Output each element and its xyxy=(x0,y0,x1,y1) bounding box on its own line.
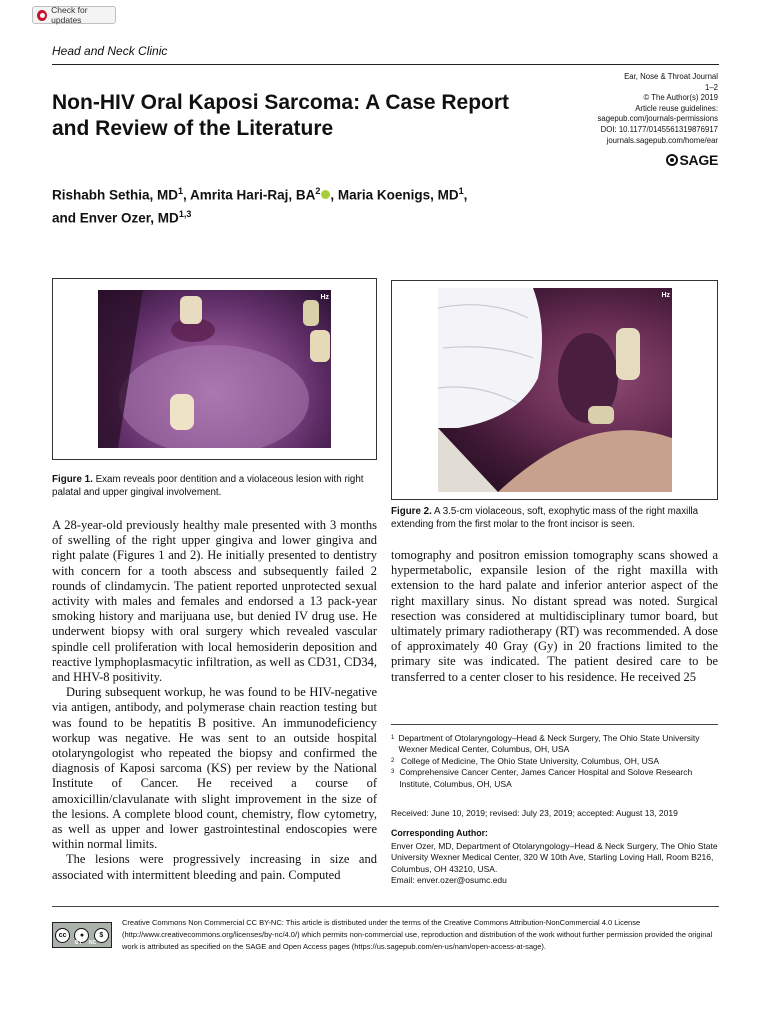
affiliations xyxy=(391,733,721,790)
figure-1-caption-text: Exam reveals poor dentition and a violaceous lesion with right palatal and upper gingival involvement. xyxy=(52,474,364,498)
author-name: Rishabh Sethia, MD xyxy=(52,187,179,203)
figure-2-frame xyxy=(391,280,718,500)
affiliation-text: College of Medicine, The Ohio State University, Columbus, OH, USA xyxy=(401,755,660,766)
hz-tag: Hz xyxy=(661,292,670,299)
body-paragraph: The lesions were progressively increasing in size and associated with intermittent bleeding and pain. Computed xyxy=(52,852,377,882)
corresponding-author-heading: Corresponding Author: xyxy=(391,828,488,838)
author-affiliation-marker: 1 xyxy=(458,186,464,196)
author-affiliation-marker: 2 xyxy=(315,186,321,196)
figure-1-label: Figure 1. xyxy=(52,474,93,485)
author-name: Amrita Hari-Raj, BA xyxy=(190,187,316,203)
author-name: Enver Ozer, MD xyxy=(79,210,179,225)
figure-1-photo xyxy=(98,290,331,448)
affiliation-item xyxy=(391,756,721,767)
journal-home-link[interactable]: journals.sagepub.com/home/ear xyxy=(606,135,718,145)
cc-badge-labels xyxy=(75,940,96,946)
affiliation-number: 3 xyxy=(391,769,395,776)
journal-name: Ear, Nose & Throat Journal xyxy=(624,72,718,81)
received-dates: Received: June 10, 2019; revised: July 23, 2019; accepted: August 13, 2019 xyxy=(391,808,678,818)
crossmark-icon xyxy=(37,10,47,21)
affiliation-text: Department of Otolaryngology–Head & Neck Surgery, The Ohio State University Wexner Medical Center, Columbus, OH, USA xyxy=(398,733,700,755)
body-paragraph: A 28-year-old previously healthy male presented with 3 months of swelling of the right upper gingiva and lower gingiva and right palate (Figures 1 and 2). He initially presented to dentistry with concern for a tooth abscess and subsequently failed 2 rounds of clindamycin. The patient reported unprotected sexual activity with males and females and endorsed a 13 pack-year smoking history and marijuana use, but denied IV drug use. He underwent biopsy with oral surgery which revealed vascular spindle cell proliferation with local hemosiderin deposition and reactive lymphoplasmacytic infiltration, as well as CD31, CD34, and HHV-8 positivity. xyxy=(52,518,377,685)
affiliation-number: 2 xyxy=(391,757,395,764)
author-affiliation-marker: 1,3 xyxy=(178,208,192,219)
noncommercial-icon: $ xyxy=(94,928,109,943)
author-name: Maria Koenigs, MD xyxy=(337,187,459,203)
nc-label: NC xyxy=(88,940,97,946)
check-for-updates-label: Check for updates xyxy=(51,5,88,25)
corresponding-author xyxy=(391,841,721,887)
sage-logo xyxy=(666,152,718,168)
article-title: Non-HIV Oral Kaposi Sarcoma: A Case Report and Review of the Literature xyxy=(52,91,510,140)
affiliation-item xyxy=(391,767,721,790)
oral-cavity-image-1 xyxy=(98,290,331,448)
affiliation-number: 1 xyxy=(391,735,395,741)
license-divider xyxy=(52,906,719,907)
figure-2-photo xyxy=(438,288,672,492)
figure-2-label: Figure 2. xyxy=(391,506,432,517)
cc-by-nc-badge[interactable] xyxy=(52,922,112,948)
body-column-right xyxy=(391,548,718,685)
attribution-icon: ● xyxy=(74,928,89,943)
body-column-left xyxy=(52,518,377,883)
sage-logo-icon xyxy=(666,154,678,166)
cc-icon: cc xyxy=(55,928,70,943)
affiliation-text: Comprehensive Cancer Center, James Cancer Hospital and Solove Research Institute, Columbus, OH, USA xyxy=(399,767,693,789)
check-for-updates-button[interactable] xyxy=(32,6,116,24)
section-label: Head and Neck Clinic xyxy=(52,44,168,58)
oral-cavity-image-2 xyxy=(438,288,672,492)
body-paragraph: tomography and positron emission tomography scans showed a hypermetabolic, expansile lesion of the right maxilla with extension to the hard palate and inferior anterior aspect of the right maxillary sinus. No distant spread was noted. Surgical resection was considered at multidisciplinary tumor board, but ultimately primary radiotherapy (RT) was recommended. A dose of approximately 40 Gray (Gy) in 20 fractions limited to the primary site was indicated. The patient desired care to be transferred to a center closer to his residence. He received 25 xyxy=(391,548,718,684)
author-list: Rishabh Sethia, $MD^1$, Amrita Hari-Raj, $BA^2$ , Maria Koenigs, $MD^1$, and Enver Ozer, MD$^{1,3}$ xyxy=(52,186,468,225)
figure-1-caption xyxy=(52,474,382,499)
copyright: © The Author(s) 2019 xyxy=(643,93,718,103)
by-label: BY xyxy=(75,940,82,946)
permissions-link[interactable]: sagepub.com/journals-permissions xyxy=(597,114,718,124)
figure-1-frame xyxy=(52,278,377,460)
doi-link[interactable]: DOI: 10.1177/0145561319876917 xyxy=(600,124,718,134)
figure-2-caption-text: A 3.5-cm violaceous, soft, exophytic mass of the right maxilla extending from the first molar to the front incisor is seen. xyxy=(391,506,699,530)
reuse-guidelines-label: Article reuse guidelines: xyxy=(635,103,718,113)
orcid-icon[interactable] xyxy=(321,190,330,199)
publisher-name: SAGE xyxy=(679,152,718,168)
license-text: Creative Commons Non Commercial CC BY-NC: This article is distributed under the terms of the Creative Commons Attribution-NonCommercial 4.0 License (http://www.creativecommons.org/licenses/by-nc/4.0/) which permits non-commercial use, reproduction and distribution of the work without further permission provided the original work is attributed as specified on the SAGE and Open Access pages (https://us.sagepub.com/en-us/nam/open-access-at-sage). xyxy=(122,918,713,952)
corresponding-author-email[interactable]: Email: enver.ozer@osumc.edu xyxy=(391,875,507,886)
figure-2-caption xyxy=(391,506,721,531)
author-affiliation-marker: 1 xyxy=(178,186,184,196)
journal-meta xyxy=(538,72,718,146)
affiliation-item xyxy=(391,733,721,756)
corresponding-author-address: Enver Ozer, MD, Department of Otolaryngology–Head & Neck Surgery, The Ohio State University Wexner Medical Center, 320 W 10th Ave, Starling Loving Hall, Room B216, Columbus, OH 43210, USA. xyxy=(391,841,718,874)
body-paragraph: During subsequent workup, he was found to be HIV-negative via antigen, antibody, and polymerase chain reaction testing but was found to be hepatitis B positive. An immunodeficiency workup was negative. He was sent to an outside hospital otolaryngologist who repeated the biopsy and confirmed the diagnosis of Kaposi sarcoma (KS) per review by the National Institute of Cancer. He received a course of amoxicillin/clavulanate with slight improvement in the size of the lesions. A complete blood count, chemistry, flow cytometry, as well as upper and lower gastrointestinal endoscopies were within normal limits. xyxy=(52,685,377,852)
header-divider xyxy=(52,64,719,65)
footnote-divider xyxy=(391,724,718,725)
hz-tag: Hz xyxy=(320,294,329,301)
page-range: 1–2 xyxy=(704,82,718,92)
